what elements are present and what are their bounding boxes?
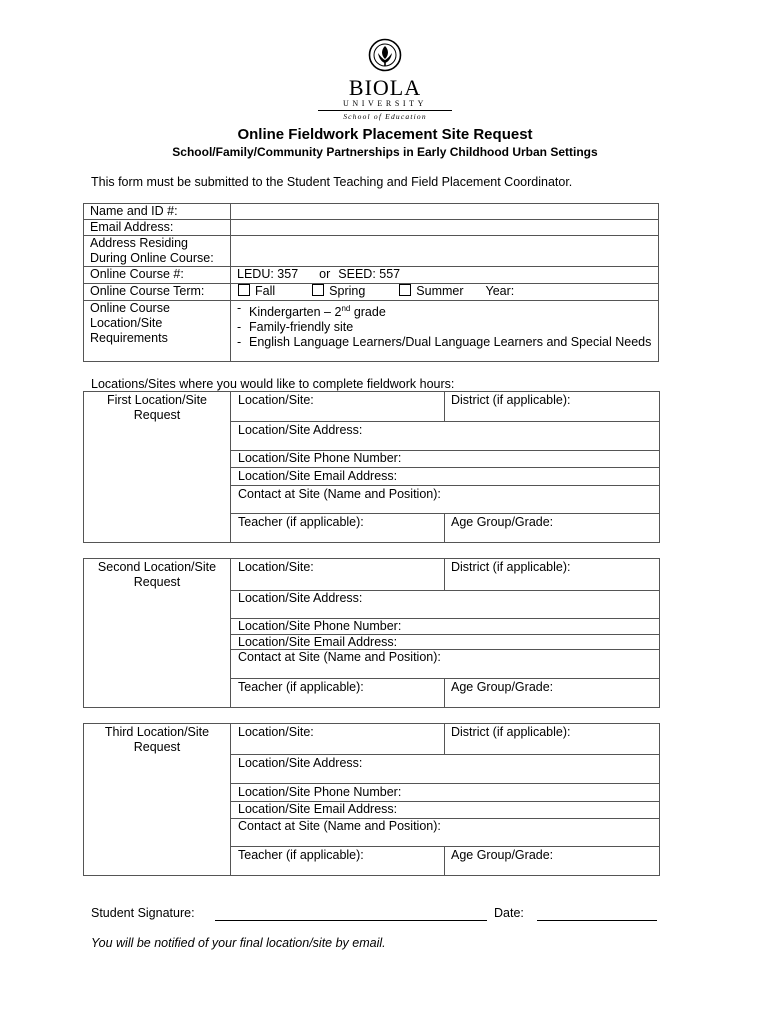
contact-field[interactable]: Contact at Site (Name and Position):: [238, 650, 441, 664]
address-label: [84, 236, 231, 267]
third-location-section: [83, 723, 660, 876]
address-field[interactable]: [231, 236, 659, 267]
requirement-grade-suffix: grade: [350, 305, 386, 320]
phone-field[interactable]: Location/Site Phone Number:: [238, 619, 402, 633]
grade-field[interactable]: Age Group/Grade:: [451, 515, 554, 529]
district-field[interactable]: District (if applicable):: [451, 560, 571, 574]
requirements-list-cell: [231, 301, 659, 362]
requirement-family: - Family-friendly site: [237, 320, 652, 335]
divider: [230, 783, 659, 784]
requirement-grade-text: Kindergarten – 2: [249, 305, 342, 320]
divider: [230, 421, 659, 422]
locations-heading: Locations/Sites where you would like to complete fieldwork hours:: [91, 377, 455, 391]
fall-label: Fall: [255, 284, 276, 298]
divider: [230, 724, 231, 875]
teacher-field[interactable]: Teacher (if applicable):: [238, 515, 364, 529]
email-field[interactable]: [231, 220, 659, 236]
district-field[interactable]: District (if applicable):: [451, 725, 571, 739]
teacher-field[interactable]: Teacher (if applicable):: [238, 848, 364, 862]
requirements-label: [84, 301, 231, 362]
third-location-label: [84, 724, 230, 755]
biola-logo: [318, 38, 452, 122]
spring-checkbox[interactable]: [312, 284, 324, 296]
address-field[interactable]: Location/Site Address:: [238, 756, 363, 770]
first-location-label: [84, 392, 230, 423]
second-location-label-line-2: Request: [133, 575, 181, 589]
email-label: Email Address:: [84, 220, 231, 236]
course-label: Online Course #:: [84, 267, 231, 284]
divider: [444, 559, 445, 590]
date-label: Date:: [494, 906, 524, 920]
third-location-label-line-1: Third Location/Site: [104, 725, 210, 739]
requirements-label-line-3: Requirements: [90, 331, 168, 345]
address-field[interactable]: Location/Site Address:: [238, 423, 363, 437]
divider: [230, 485, 659, 486]
contact-field[interactable]: Contact at Site (Name and Position):: [238, 487, 441, 501]
address-label-line-1: Address Residing: [90, 236, 188, 250]
district-field[interactable]: District (if applicable):: [451, 393, 571, 407]
requirement-grade-sup: nd: [341, 304, 351, 313]
first-location-label-line-1: First Location/Site: [106, 393, 208, 407]
first-location-section: [83, 391, 660, 543]
email-field[interactable]: Location/Site Email Address:: [238, 469, 398, 483]
contact-field[interactable]: Contact at Site (Name and Position):: [238, 819, 441, 833]
course-or: or: [319, 267, 331, 281]
email-field[interactable]: Location/Site Email Address:: [238, 635, 398, 649]
signature-label: Student Signature:: [91, 906, 195, 920]
divider: [230, 754, 659, 755]
third-location-label-line-2: Request: [133, 740, 181, 754]
second-location-label: [84, 559, 230, 590]
name-label: Name and ID #:: [84, 204, 231, 220]
requirements-list: [237, 301, 652, 350]
divider: [444, 846, 445, 875]
summer-label: Summer: [416, 284, 464, 298]
requirement-ell: - English Language Learners/Dual Language Learners and Special Needs: [237, 335, 652, 350]
name-field[interactable]: [231, 204, 659, 220]
requirements-label-line-2: Location/Site: [90, 316, 163, 330]
summer-checkbox[interactable]: [399, 284, 411, 296]
divider: [444, 678, 445, 707]
signature-line[interactable]: [215, 920, 487, 921]
notification-note: You will be notified of your final location/site by email.: [91, 936, 386, 950]
fall-checkbox[interactable]: [238, 284, 250, 296]
divider: [230, 467, 659, 468]
address-label-line-2: During Online Course:: [90, 251, 214, 265]
student-info-table: [83, 203, 659, 362]
logo-school: School of Education: [343, 112, 427, 121]
grade-field[interactable]: Age Group/Grade:: [451, 848, 554, 862]
email-field[interactable]: Location/Site Email Address:: [238, 802, 398, 816]
term-field: [231, 284, 659, 301]
divider: [444, 392, 445, 421]
second-location-section: [83, 558, 660, 708]
second-location-label-line-1: Second Location/Site: [97, 560, 217, 574]
site-field[interactable]: Location/Site:: [238, 725, 314, 739]
page-subtitle: School/Family/Community Partnerships in Early Childhood Urban Settings: [172, 145, 598, 159]
divider: [444, 513, 445, 542]
biola-crest-icon: [368, 38, 402, 72]
intro-text: This form must be submitted to the Student Teaching and Field Placement Coordinator.: [91, 175, 573, 189]
logo-name: BIOLA: [348, 75, 422, 100]
phone-field[interactable]: Location/Site Phone Number:: [238, 451, 402, 465]
term-label: Online Course Term:: [84, 284, 231, 301]
site-field[interactable]: Location/Site:: [238, 560, 314, 574]
teacher-field[interactable]: Teacher (if applicable):: [238, 680, 364, 694]
course-field: [231, 267, 659, 284]
site-field[interactable]: Location/Site:: [238, 393, 314, 407]
requirements-label-line-1: Online Course: [90, 301, 170, 315]
course-ledu: LEDU: 357: [237, 267, 299, 281]
course-seed: SEED: 557: [338, 267, 401, 281]
page-title: Online Fieldwork Placement Site Request: [237, 126, 533, 143]
spring-label: Spring: [329, 284, 366, 298]
address-field[interactable]: Location/Site Address:: [238, 591, 363, 605]
divider: [444, 724, 445, 754]
first-location-label-line-2: Request: [133, 408, 181, 422]
date-line[interactable]: [537, 920, 657, 921]
grade-field[interactable]: Age Group/Grade:: [451, 680, 554, 694]
requirement-grade: [237, 301, 652, 320]
year-label: Year:: [485, 284, 515, 298]
logo-university: UNIVERSITY: [318, 99, 452, 111]
divider: [230, 559, 231, 707]
phone-field[interactable]: Location/Site Phone Number:: [238, 785, 402, 799]
